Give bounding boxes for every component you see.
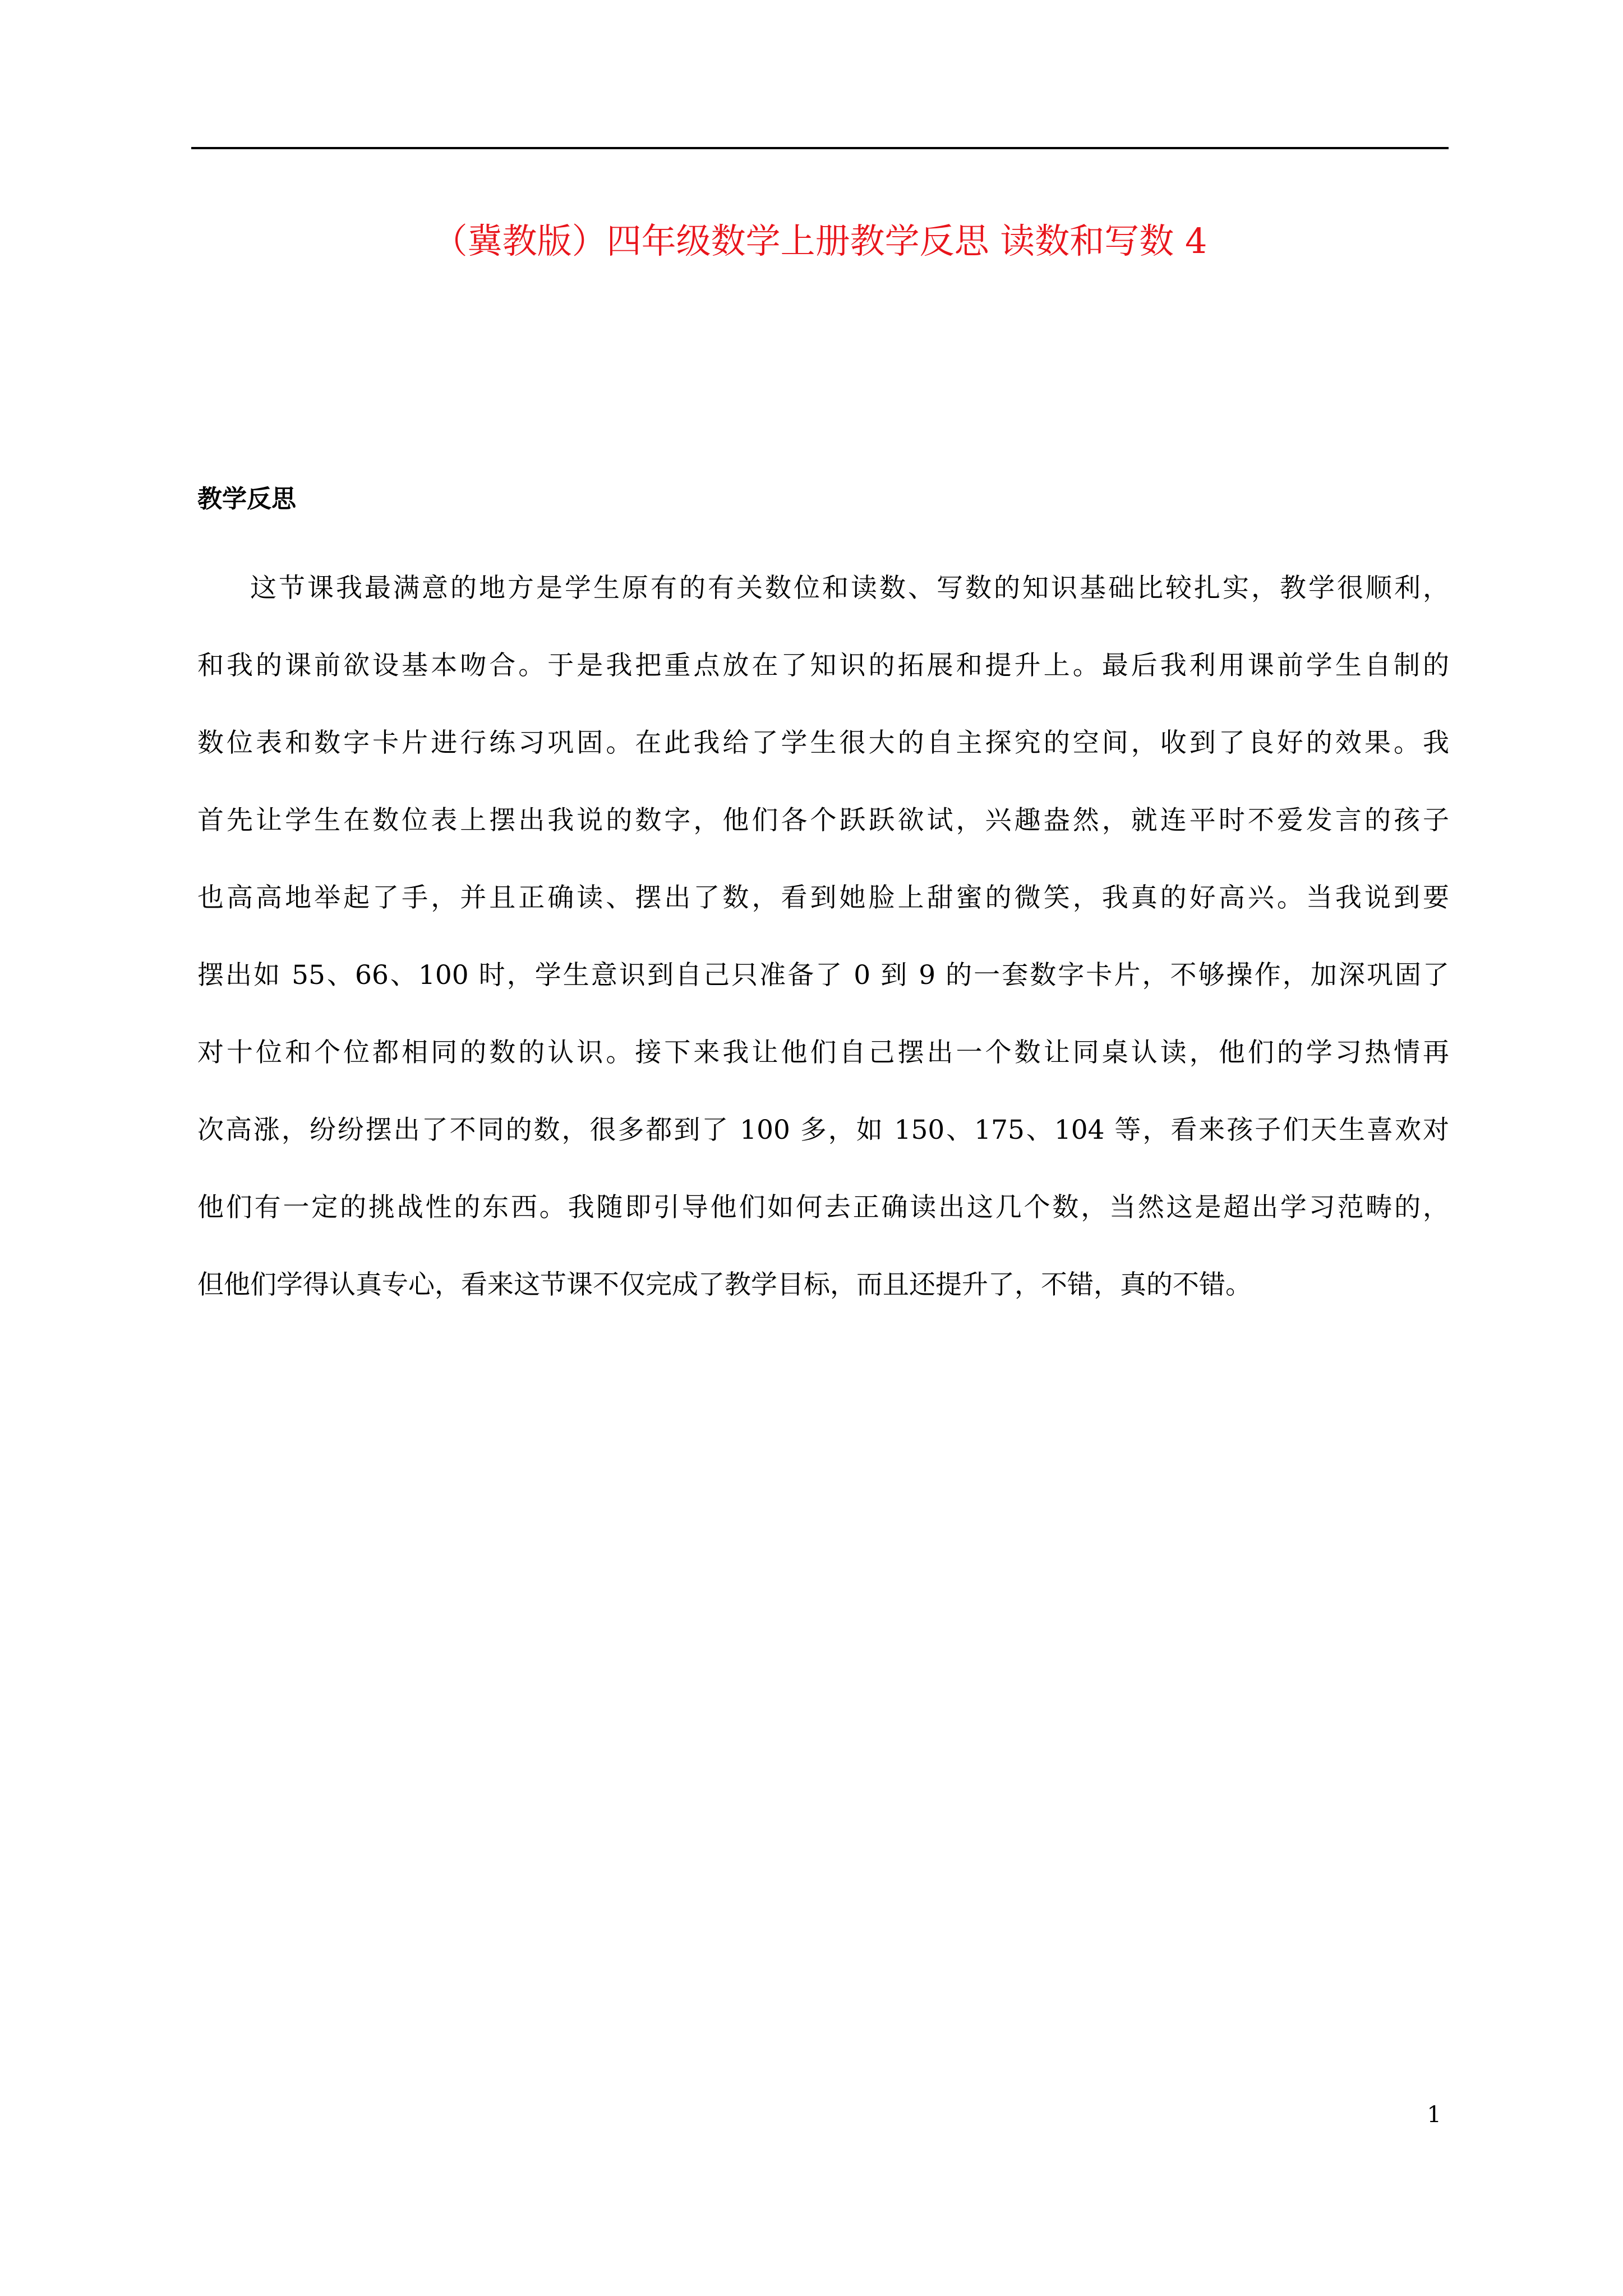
paragraph-line: 但他们学得认真专心，看来这节课不仅完成了教学目标，而且还提升了，不错，真的不错。: [197, 1269, 1252, 1300]
paragraph-line: 也高高地举起了手，并且正确读、摆出了数，看到她脸上甜蜜的微笑，我真的好高兴。当我说到要: [197, 882, 1449, 913]
paragraph-line: 次高涨，纷纷摆出了不同的数，很多都到了 100 多，如 150、175、104 等，看来孩子们天生喜欢对: [197, 1115, 1449, 1145]
body-paragraph: [197, 550, 1449, 1324]
paragraph-line: 对十位和个位都相同的数的认识。接下来我让他们自己摆出一个数让同桌认读，他们的学习热情再: [197, 1037, 1449, 1068]
paragraph-line: 首先让学生在数位表上摆出我说的数字，他们各个跃跃欲试，兴趣盎然，就连平时不爱发言的孩子: [197, 805, 1449, 836]
paragraph-line: 和我的课前欲设基本吻合。于是我把重点放在了知识的拓展和提升上。最后我利用课前学生自制的: [197, 650, 1449, 681]
paragraph-line: 摆出如 55、66、100 时，学生意识到自己只准备了 0 到 9 的一套数字卡片，不够操作，加深巩固了: [197, 960, 1449, 991]
document-title: （冀教版）四年级数学上册教学反思 读数和写数 4: [432, 220, 1207, 261]
page-number: 1: [1427, 2102, 1441, 2128]
section-heading: 教学反思: [197, 485, 296, 513]
paragraph-line: 他们有一定的挑战性的东西。我随即引导他们如何去正确读出这几个数，当然这是超出学习范畴的，: [197, 1192, 1449, 1223]
header-rule: [191, 147, 1449, 149]
paragraph-line: 这节课我最满意的地方是学生原有的有关数位和读数、写数的知识基础比较扎实，教学很顺利，: [250, 573, 1449, 604]
paragraph-line: 数位表和数字卡片进行练习巩固。在此我给了学生很大的自主探究的空间，收到了良好的效果。我: [197, 728, 1449, 758]
